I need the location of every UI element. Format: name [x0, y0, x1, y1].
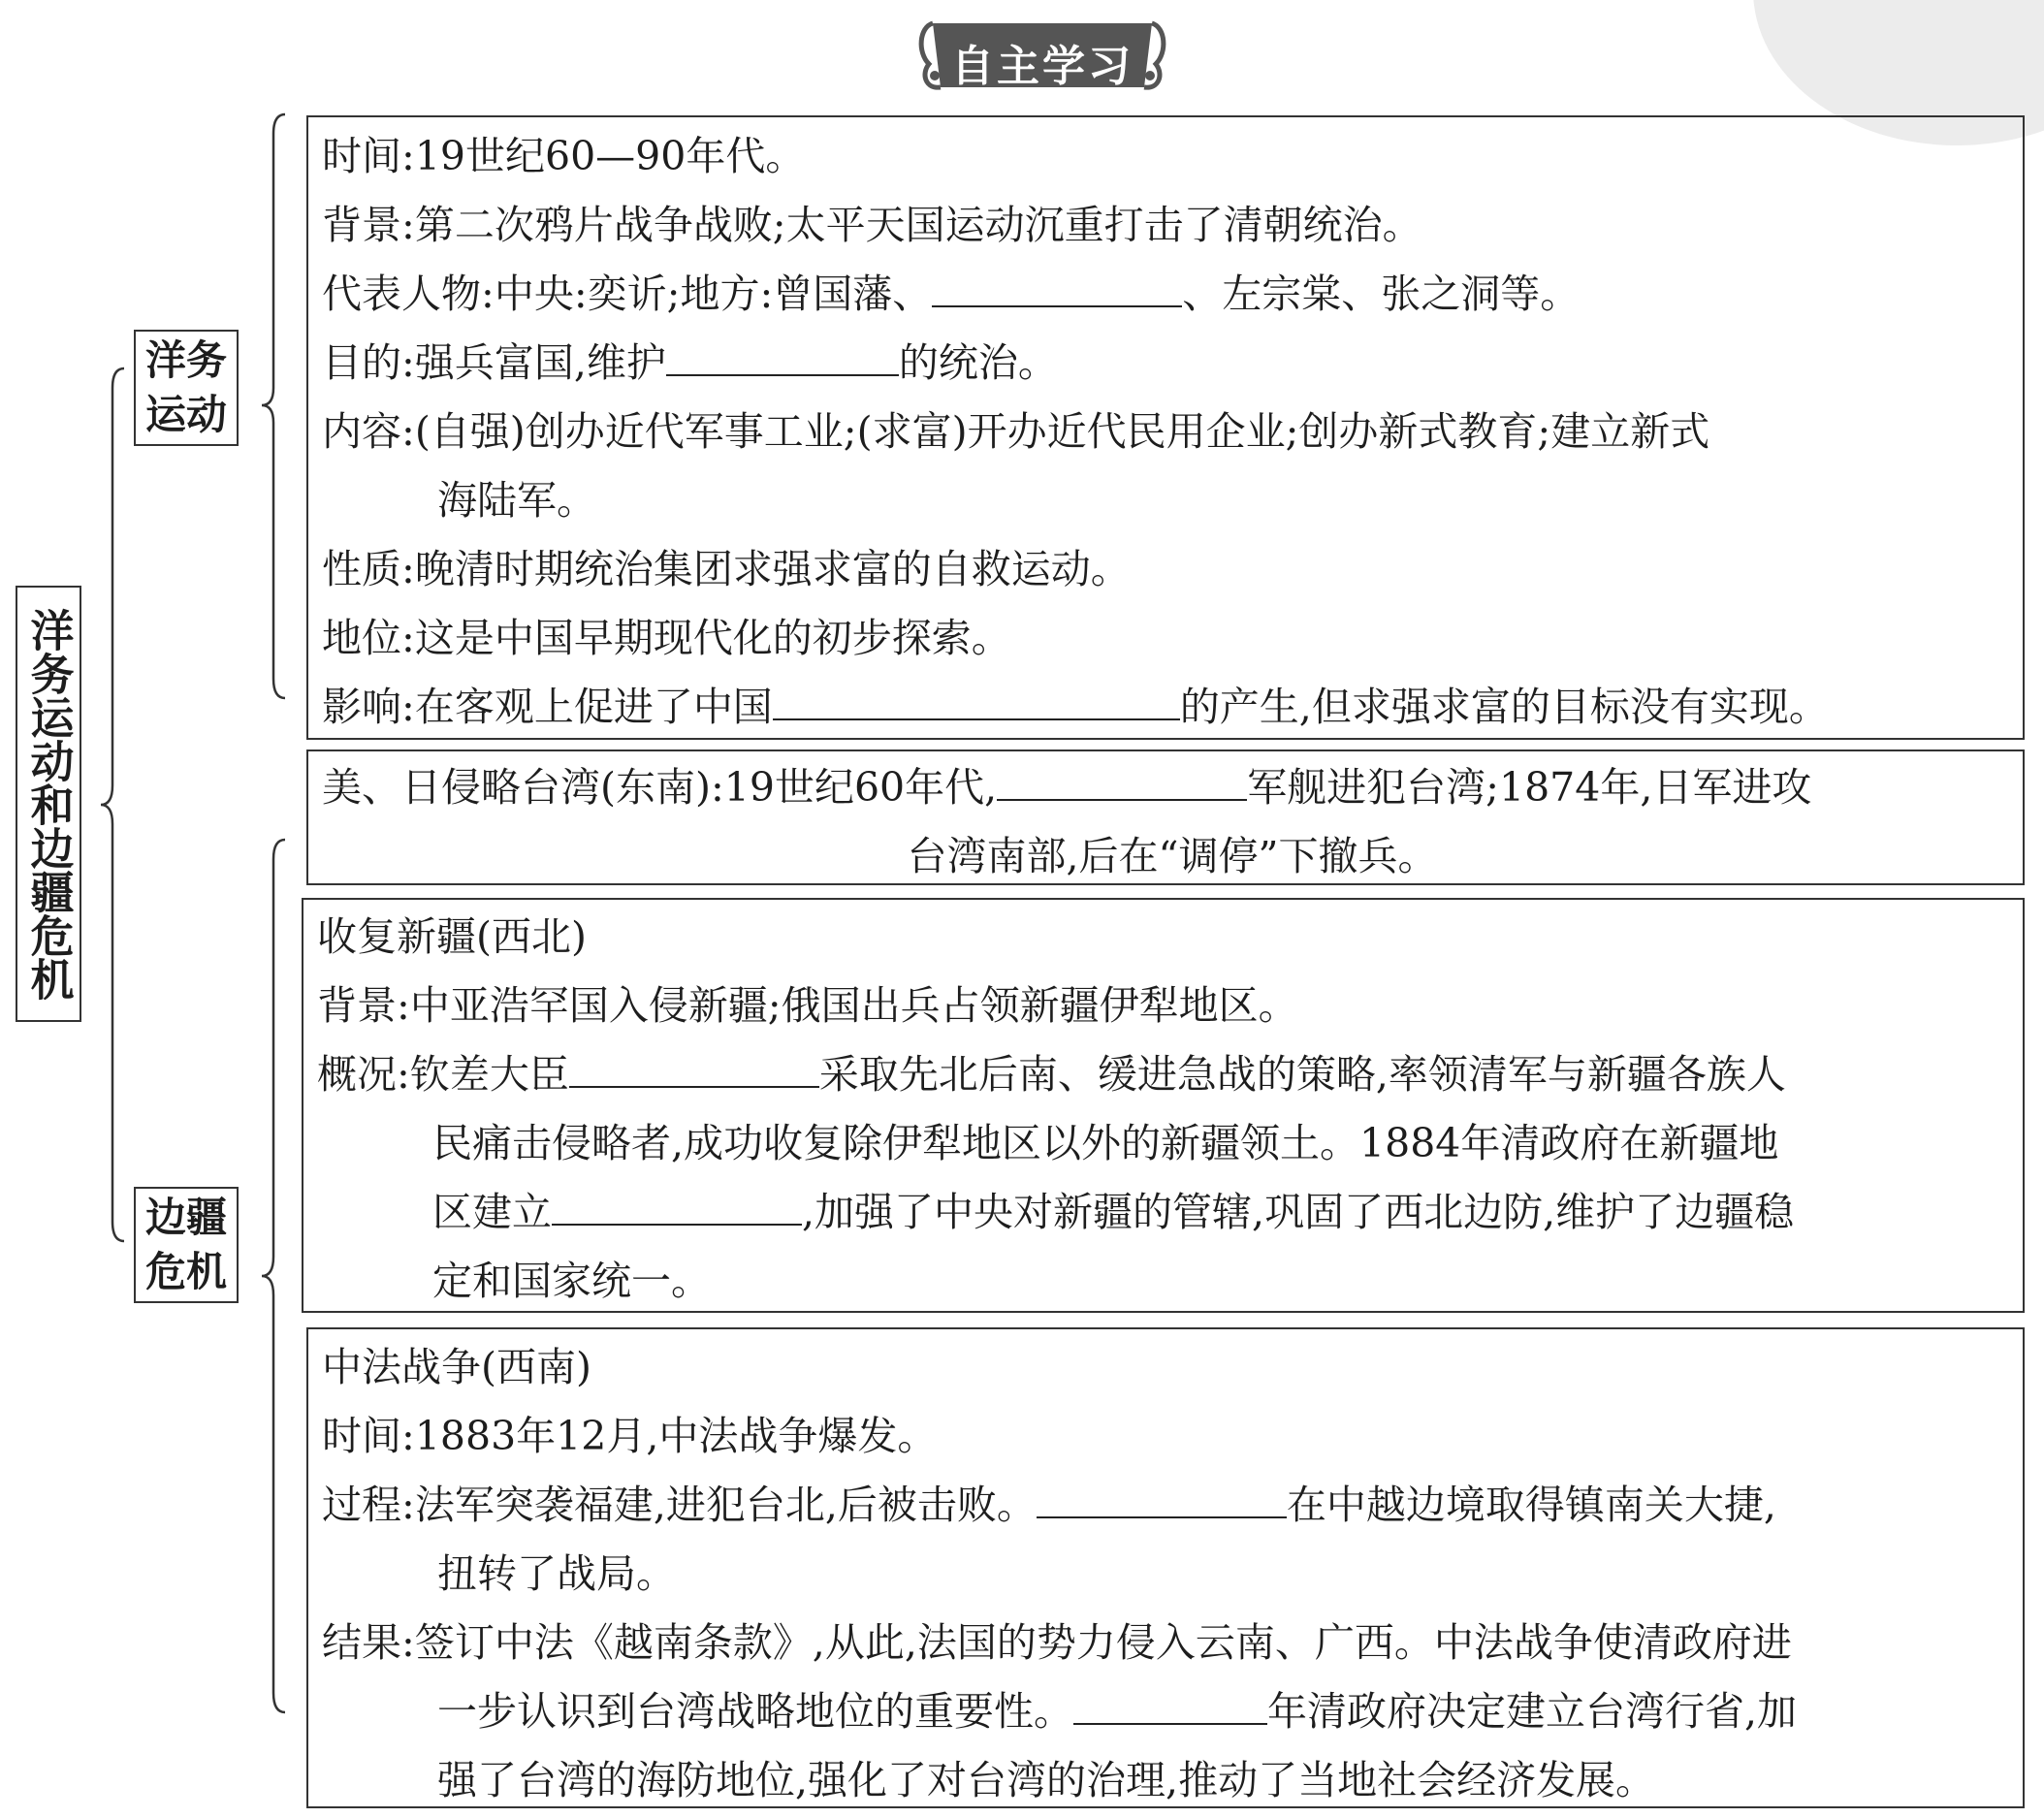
yangwu-people-text-a: 代表人物:中央:奕䜣;地方:曾国藩、 [322, 271, 933, 317]
sino-french-process-cont: 扭转了战局。 [437, 1550, 676, 1597]
sino-french-result-text-b: 年清政府决定建立台湾行省,加 [1267, 1688, 1798, 1735]
sino-french-time: 时间:1883年12月,中法战争爆发。 [322, 1413, 938, 1459]
subtopic-yangwu [134, 330, 239, 446]
subtopic-yangwu-line1: 洋务 [144, 336, 227, 384]
yangwu-detail-box [306, 115, 2025, 740]
xinjiang-title: 收复新疆(西北) [317, 913, 587, 960]
main-topic-box [16, 586, 81, 1022]
xinjiang-background: 背景:中亚浩罕国入侵新疆;俄国出兵占领新疆伊犁地区。 [317, 982, 1298, 1029]
yangwu-nature: 性质:晚清时期统治集团求强求富的自救运动。 [322, 546, 1131, 592]
fill-blank[interactable] [773, 680, 1180, 720]
sino-french-process [322, 1471, 2023, 1540]
fill-blank[interactable] [997, 760, 1247, 801]
sino-french-war-box [306, 1327, 2025, 1808]
taiwan-text-b: 军舰进犯台湾;1874年,日军进攻 [1247, 764, 1812, 811]
yangwu-content-cont: 海陆军。 [437, 477, 596, 524]
fill-blank[interactable] [1073, 1684, 1267, 1725]
sino-french-result-cont: 强了台湾的海防地位,强化了对台湾的治理,推动了当地社会经济发展。 [437, 1757, 1656, 1803]
subtopic-frontier-line2: 危机 [144, 1248, 227, 1295]
subtopic-frontier-crisis [134, 1187, 239, 1303]
yangwu-purpose-text-b: 的统治。 [898, 339, 1058, 386]
xinjiang-recovery-box [302, 898, 2025, 1313]
taiwan-invasion-line2: 台湾南部,后在“调停”下撤兵。 [907, 833, 1438, 879]
taiwan-text-a: 美、日侵略台湾(东南):19世纪60年代, [322, 764, 998, 811]
xinjiang-overview-text-3b: ,加强了中央对新疆的管辖,巩固了西北边防,维护了边疆稳 [802, 1189, 1795, 1235]
sino-french-process-text-b: 在中越边境取得镇南关大捷, [1286, 1482, 1776, 1528]
yangwu-impact-text-b: 的产生,但求强求富的目标没有实现。 [1179, 684, 1829, 730]
header-title: 自主学习 [951, 42, 1134, 91]
yangwu-purpose [322, 329, 2023, 398]
xinjiang-overview-cont: 定和国家统一。 [432, 1258, 711, 1304]
yangwu-people [322, 260, 2023, 329]
fill-blank[interactable] [569, 1047, 819, 1088]
fill-blank[interactable] [552, 1185, 802, 1226]
fill-blank[interactable] [666, 335, 899, 376]
subtopic-yangwu-line2: 运动 [144, 391, 227, 438]
taiwan-invasion-box [306, 750, 2025, 885]
main-brace [101, 368, 124, 1241]
frontier-brace [262, 840, 285, 1712]
yangwu-impact [322, 673, 2023, 742]
yangwu-brace [262, 114, 285, 698]
xinjiang-overview-text-b: 采取先北后南、缓进急战的策略,率领清军与新疆各族人 [818, 1051, 1786, 1098]
yangwu-background: 背景:第二次鸦片战争战败;太平天国运动沉重打击了清朝统治。 [322, 202, 1422, 248]
main-topic-title: 洋务运动和边疆危机 [22, 607, 75, 1001]
sino-french-process-text-a: 过程:法军突袭福建,进犯台北,后被击败。 [322, 1482, 1037, 1528]
sino-french-result-text-a: 一步认识到台湾战略地位的重要性。 [437, 1688, 1073, 1735]
yangwu-purpose-text-a: 目的:强兵富国,维护 [322, 339, 666, 386]
xinjiang-overview-text-3a: 区建立 [432, 1189, 552, 1235]
taiwan-invasion-line1 [322, 753, 2023, 822]
yangwu-status: 地位:这是中国早期现代化的初步探索。 [322, 615, 1011, 661]
yangwu-impact-text-a: 影响:在客观上促进了中国 [322, 684, 773, 730]
yangwu-time: 时间:19世纪60—90年代。 [322, 133, 806, 179]
fill-blank[interactable] [932, 267, 1182, 307]
yangwu-content: 内容:(自强)创办近代军事工业;(求富)开办近代民用企业;创办新式教育;建立新式 [322, 408, 1710, 455]
xinjiang-overview-cont: 民痛击侵略者,成功收复除伊犁地区以外的新疆领土。1884年清政府在新疆地 [432, 1120, 1779, 1166]
header-banner [911, 14, 1173, 101]
xinjiang-overview [317, 1040, 2023, 1109]
yangwu-people-text-b: 、左宗棠、张之洞等。 [1182, 271, 1581, 317]
subtopic-frontier-line1: 边疆 [144, 1194, 227, 1241]
sino-french-result: 结果:签订中法《越南条款》,从此,法国的势力侵入云南、广西。中法战争使清政府进 [322, 1619, 1792, 1666]
fill-blank[interactable] [1037, 1478, 1287, 1518]
sino-french-result-cont [322, 1677, 2023, 1746]
xinjiang-overview-text-a: 概况:钦差大臣 [317, 1051, 569, 1098]
xinjiang-overview-cont [317, 1178, 2023, 1247]
sino-french-title: 中法战争(西南) [322, 1344, 591, 1390]
